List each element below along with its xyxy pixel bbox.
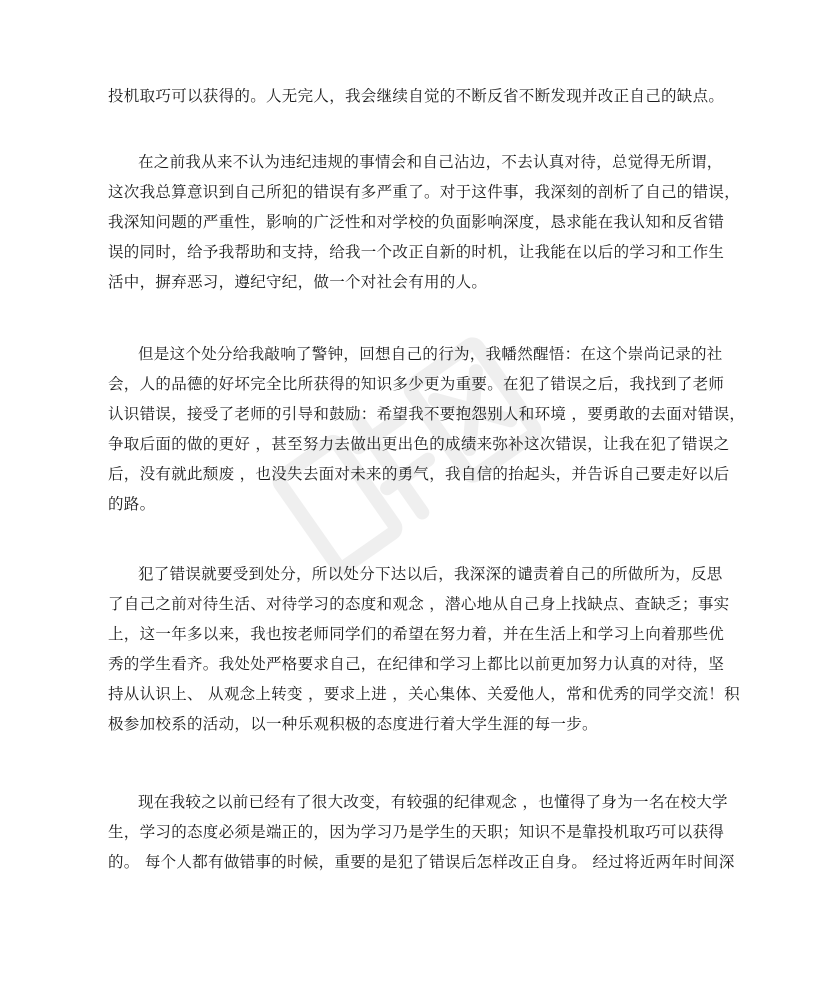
text-line: 持从认识上、 从观念上转变 ，要求上进 ，关心集体、关爱他人，常和优秀的同学交流！积 (108, 685, 740, 703)
text-line: 极参加校系的活动，以一种乐观积极的态度进行着大学生涯的每一步。 (108, 715, 598, 733)
text-line: 我深知问题的严重性，影响的广泛性和对学校的负面影响深度，恳求能在我认知和反省错 (108, 213, 725, 231)
text-line: 的。 每个人都有做错事的时候，重要的是犯了错误后怎样改正自身。 经过将近两年时间深 (108, 853, 735, 871)
watermark-icon (250, 330, 570, 590)
text-line: 投机取巧可以获得的。人无完人，我会继续自觉的不断反省不断发现并改正自己的缺点。 (108, 87, 725, 105)
text-line: 生，学习的态度必须是端正的，因为学习乃是学生的天职；知识不是靠投机取巧可以获得 (108, 823, 725, 841)
text-line: 活中，摒弃恶习，遵纪守纪，做一个对社会有用的人。 (108, 273, 488, 291)
text-line: 了自己之前对待生活、对待学习的态度和观念 ，潜心地从自己身上找缺点、查缺乏；事实 (108, 595, 730, 613)
text-line: 会，人的品德的好坏完全比所获得的知识多少更为重要。在犯了错误之后，我找到了老师 (108, 375, 725, 393)
text-line: 但是这个处分给我敲响了警钟，回想自己的行为，我幡然醒悟：在这个崇尚记录的社 (138, 345, 723, 363)
text-line: 后，没有就此颓废 ，也没失去面对未来的勇气，我自信的抬起头，并告诉自己要走好以后 (108, 465, 730, 483)
text-line: 在之前我从来不认为违纪违规的事情会和自己沾边，不去认真对待，总觉得无所谓， (138, 153, 723, 171)
text-line: 这次我总算意识到自己所犯的错误有多严重了。对于这件事，我深刻的剖析了自己的错误， (108, 183, 741, 201)
text-line: 秀的学生看齐。我处处严格要求自己，在纪律和学习上都比以前更加努力认真的对待，坚 (108, 655, 725, 673)
text-line: 争取后面的做的更好 ，甚至努力去做出更出色的成绩来弥补这次错误，让我在犯了错误之 (108, 435, 730, 453)
text-line: 误的同时，给予我帮助和支持，给我一个改正自新的时机，让我能在以后的学习和工作生 (108, 243, 725, 261)
text-line: 上，这一年多以来，我也按老师同学们的希望在努力着，并在生活上和学习上向着那些优 (108, 625, 725, 643)
text-line: 现在我较之以前已经有了很大改变，有较强的纪律观念 ，也懂得了身为一名在校大学 (138, 793, 728, 811)
text-line: 的路。 (108, 495, 156, 513)
text-line: 认识错误，接受了老师的引导和鼓励：希望我不要抱怨别人和环境 ，要勇敢的去面对错误， (108, 405, 746, 423)
text-line: 犯了错误就要受到处分，所以处分下达以后，我深深的谴责着自己的所做所为，反思 (138, 565, 723, 583)
